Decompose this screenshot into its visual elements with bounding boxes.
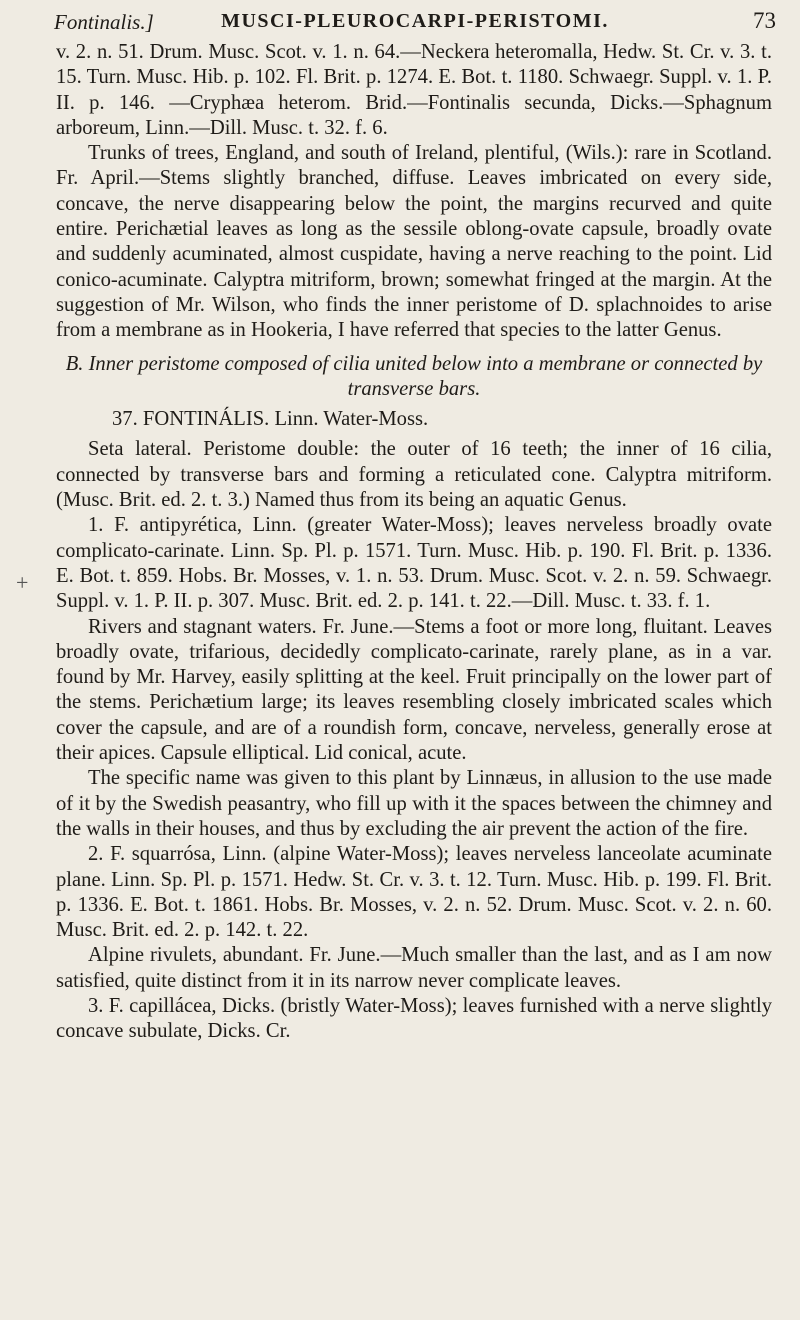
section-b-heading: B. Inner peristome composed of cilia united below into a membrane or connected by transverse bars.: [65, 352, 763, 400]
margin-mark: +: [16, 570, 29, 595]
paragraph-habitat: Trunks of trees, England, and south of Ireland, plentiful, (Wils.): rare in Scotland. Fr. April.—Stems slightly branched, diffuse. Leaves imbricated on every side, concave, the nerve disappearing below the point, the margins recurved and quite entire. Perichætial leaves as long as the sessile oblong-ovate capsule, broadly ovate and suddenly acuminated, almost cuspidate, having a nerve reaching to the point. Lid conico-acuminate. Calyptra mitriform, brown; somewhat fringed at the margin. At the suggestion of Mr. Wilson, who finds the inner peristome of D. splachnoides to arise from a membrane as in Hookeria, I have referred that species to the latter Genus.: [56, 142, 772, 342]
genus-heading: 37. FONTINÁLIS. Linn. Water-Moss.: [112, 408, 429, 431]
running-header: [54, 8, 776, 38]
paragraph-species-2-habitat: Alpine rivulets, abundant. Fr. June.—Much smaller than the last, and as I am now satisfied, quite distinct from it in its narrow never complicate leaves.: [56, 944, 772, 992]
header-genus: Fontinalis.]: [54, 10, 154, 34]
paragraph-species-1-habitat: Rivers and stagnant waters. Fr. June.—Stems a foot or more long, fluitant. Leaves broadly ovate, trifarious, decidedly complicato-carinate, rarely plane, as in a var. found by Mr. Harvey, easily splitting at the keel. Fruit principally on the lower part of the stems. Perichætium large; its leaves resembling closely imbricated scales which cover the capsule, and are of a roundish form, concave, nerveless, generally erose at their apices. Capsule elliptical. Lid conical, acute.: [56, 615, 772, 765]
paragraph-species-1-note: The specific name was given to this plant by Linnæus, in allusion to the use made of it by the Swedish peasantry, who fill up with it the spaces between the chimney and the walls in their houses, and thus by excluding the air prevent the action of the fire.: [56, 767, 772, 840]
paragraph-genus-description: Seta lateral. Peristome double: the outer of 16 teeth; the inner of 16 cilia, connected by transverse bars and forming a reticulated cone. Calyptra mitriform. (Musc. Brit. ed. 2. t. 3.) Named thus from its being an aquatic Genus.: [56, 438, 772, 512]
body-text: [56, 40, 772, 1045]
paragraph-species-2: 2. F. squarrósa, Linn. (alpine Water-Moss); leaves nerveless lanceolate acuminate plane. Linn. Sp. Pl. p. 1571. Hedw. St. Cr. v. 3. t. 12. Turn. Musc. Hib. p. 199. Fl. Brit. p. 1336. E. Bot. t. 1861. Hobs. Br. Mosses, v. 2. n. 52. Drum. Musc. Scot. v. 2. n. 60. Musc. Brit. ed. 2. p. 142. t. 22.: [56, 843, 772, 942]
page-number: 73: [753, 8, 776, 33]
paragraph-species-1: 1. F. antipyrética, Linn. (greater Water-Moss); leaves nerveless broadly ovate complicato-carinate. Linn. Sp. Pl. p. 1571. Turn. Musc. Hib. p. 190. Fl. Brit. p. 1336. E. Bot. t. 859. Hobs. Br. Mosses, v. 1. n. 53. Drum. Musc. Scot. v. 2. n. 59. Schwaegr. Suppl. v. 1. P. II. p. 307. Musc. Brit. ed. 2. p. 141. t. 22.—Dill. Musc. t. 33. f. 1.: [56, 514, 772, 613]
paragraph-synonyms: v. 2. n. 51. Drum. Musc. Scot. v. 1. n. 64.—Neckera heteromalla, Hedw. St. Cr. v. 3. t. 15. Turn. Musc. Hib. p. 102. Fl. Brit. p. 1274. E. Bot. t. 1180. Schwaegr. Suppl. v. 1. P. II. p. 146. —Cryphæa heterom. Brid.—Fontinalis secunda, Dicks.—Sphagnum arboreum, Linn.—Dill. Musc. t. 32. f. 6.: [56, 41, 772, 139]
header-title: MUSCI-PLEUROCARPI-PERISTOMI.: [221, 10, 609, 32]
paragraph-species-3: 3. F. capillácea, Dicks. (bristly Water-Moss); leaves furnished with a nerve slightly concave subulate, Dicks. Cr.: [56, 994, 772, 1043]
